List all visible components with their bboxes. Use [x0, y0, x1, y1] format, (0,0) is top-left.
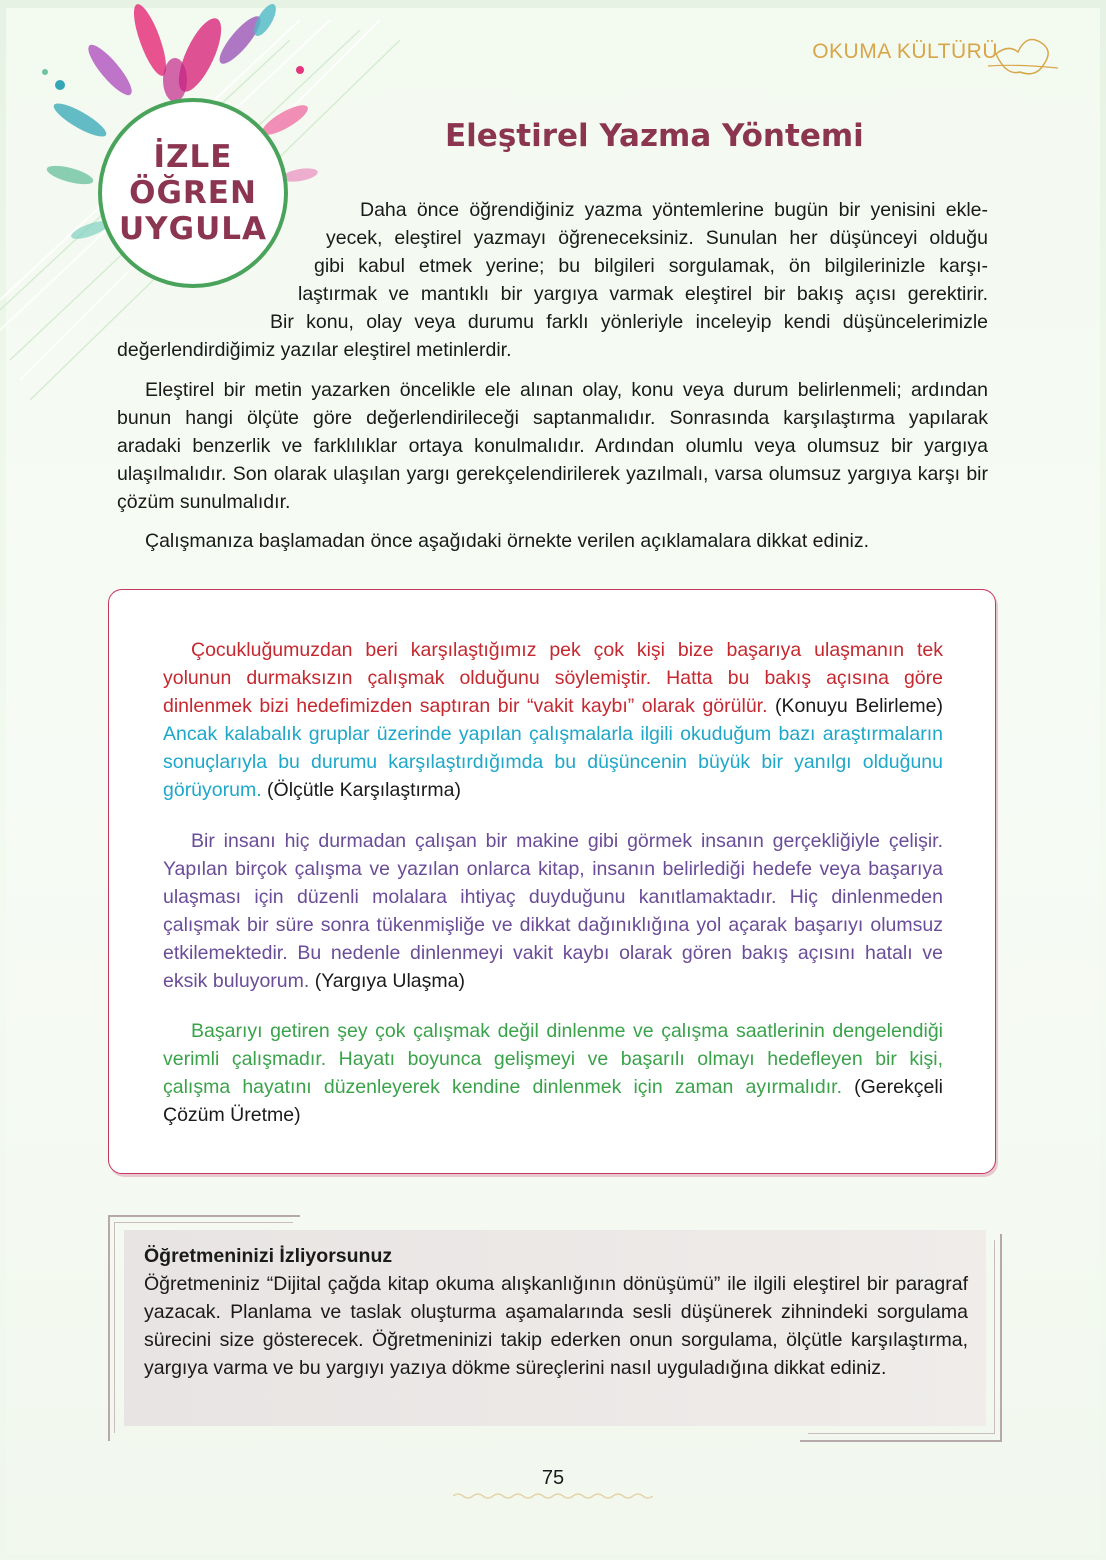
badge-line-3: UYGULA — [119, 211, 267, 247]
example-paragraph-3 — [163, 1017, 943, 1129]
badge-line-2: ÖĞREN — [129, 175, 257, 211]
badge-line-1: İZLE — [153, 139, 233, 175]
example-judgment-text: Bir insanı hiç durmadan çalışan bir makine gibi görmek insanın gerçekliğiyle çelişir. Yapılan birçok çalışma ve yazılan onlarca kitap, insanın belirlediği hedefe veya başarıya ulaşması için düzenli molalara ihtiyaç duyduğunu kanıtlamaktadır. Hiç dinlenmeden çalışmak bir süre sonra tükenmişliğe ve dikkat dağınıklığına yol açarak başarıyı olumsuz etkilemektedir. Bu nedenle dinlenmeyi vakit kaybı olarak gören bakış açısını hatalı ve eksik buluyorum. — [163, 830, 943, 992]
intro-line-3: gibi kabul etmek yerine; bu bilgileri sorgulamak, ön bilgilerinizle karşı- — [314, 255, 988, 277]
example-paragraph-1 — [163, 636, 943, 804]
intro-line-4: laştırmak ve mantıklı bir yargıya varmak eleştirel bir bakış açısı gerektirir. — [298, 283, 988, 305]
example-paragraph-2 — [163, 827, 943, 995]
paragraph-2: Eleştirel bir metin yazarken öncelikle ele alınan olay, konu veya durum belirlenmeli; ardından bunun hangi ölçüte göre değerlendirileceği saptanmalıdır. Sonrasında karşılaştırma yapılarak aradaki benzerlik ve farklılıklar ortaya konulmalıdır. Ardından olumlu veya olumsuz bir yargıya ulaşılmalıdır. Son olarak ulaşılan yargı gerekçelendirilerek yazılmalı, varsa olumsuz yargıya karşı bir çözüm sunulmalıdır. — [117, 379, 988, 513]
teacher-info-box — [124, 1230, 986, 1426]
example-label-solution: (Gerekçeli Çözüm Üretme) — [163, 1076, 943, 1126]
intro-line-1: Daha önce öğrendiğiniz yazma yöntemlerine bugün bir yenisini ekle- — [360, 199, 988, 221]
page-number: 75 — [541, 1467, 565, 1489]
izle-ogren-uygula-badge — [98, 98, 288, 288]
intro-line-5: Bir konu, olay veya durumu farklı yönleriyle inceleyip kendi düşüncelerimizle — [270, 311, 988, 333]
example-box — [108, 589, 996, 1174]
intro-last-line: değerlendirdiğimiz yazılar eleştirel metinlerdir. — [117, 339, 512, 361]
example-topic-text: Çocukluğumuzdan beri karşılaştığımız pek çok kişi bize başarıya ulaşmanın tek yolunun durmaksızın çalışmak olduğunu söylemiştir. Hatta bu bakış açısına göre dinlenmek bizi hedefimizden saptıran bir “vakit kaybı” olarak görülür. — [163, 639, 943, 717]
example-label-topic: (Konuyu Belirleme) — [767, 695, 943, 717]
intro-line-2: yecek, eleştirel yazmayı öğreneceksiniz. Sunulan her düşünceyi olduğu — [326, 227, 988, 249]
example-label-criteria: (Ölçütle Karşılaştırma) — [261, 779, 461, 801]
page-number-ornament — [453, 1492, 653, 1500]
teacher-box-text: Öğretmeniniz “Dijital çağda kitap okuma alışkanlığının dönüşümü” ile ilgili eleştirel bir paragraf yazacak. Planlama ve taslak oluşturma aşamalarında sesli düşünerek zihnindeki sorgulama sürecini size gösterecek. Öğretmeninizi takip ederken onun sorgulama, ölçütle karşılaştırma, yargıya varma ve bu yargıyı yazıya dökme süreçlerini nasıl uyguladığına dikkat ediniz. — [144, 1273, 968, 1379]
example-solution-text: Başarıyı getiren şey çok çalışmak değil dinlenme ve çalışma saatlerinin dengelendiği verimli çalışmadır. Hayatı boyunca gelişmeyi ve başarılı olmayı hedefleyen bir kişi, çalışma hayatını düzenleyerek kendine dinlenmek için zaman ayırmalıdır. — [163, 1020, 943, 1098]
puzzle-icon — [988, 24, 1058, 84]
example-criteria-text: Ancak kalabalık gruplar üzerinde yapılan çalışmalarla ilgili okuduğum bazı araştırmaların sonuçlarıyla bu durumu karşılaştırdığımda bu düşüncenin büyük bir yanılgı olduğunu görüyorum. — [163, 723, 943, 801]
section-label: OKUMA KÜLTÜRÜ — [812, 40, 998, 63]
teacher-box-title: Öğretmeninizi İzliyorsunuz — [144, 1245, 393, 1267]
paragraph-3: Çalışmanıza başlamadan önce aşağıdaki örnekte verilen açıklamalara dikkat ediniz. — [145, 530, 870, 552]
page-title: Eleştirel Yazma Yöntemi — [445, 118, 864, 154]
example-label-judgment: (Yargıya Ulaşma) — [309, 970, 465, 992]
